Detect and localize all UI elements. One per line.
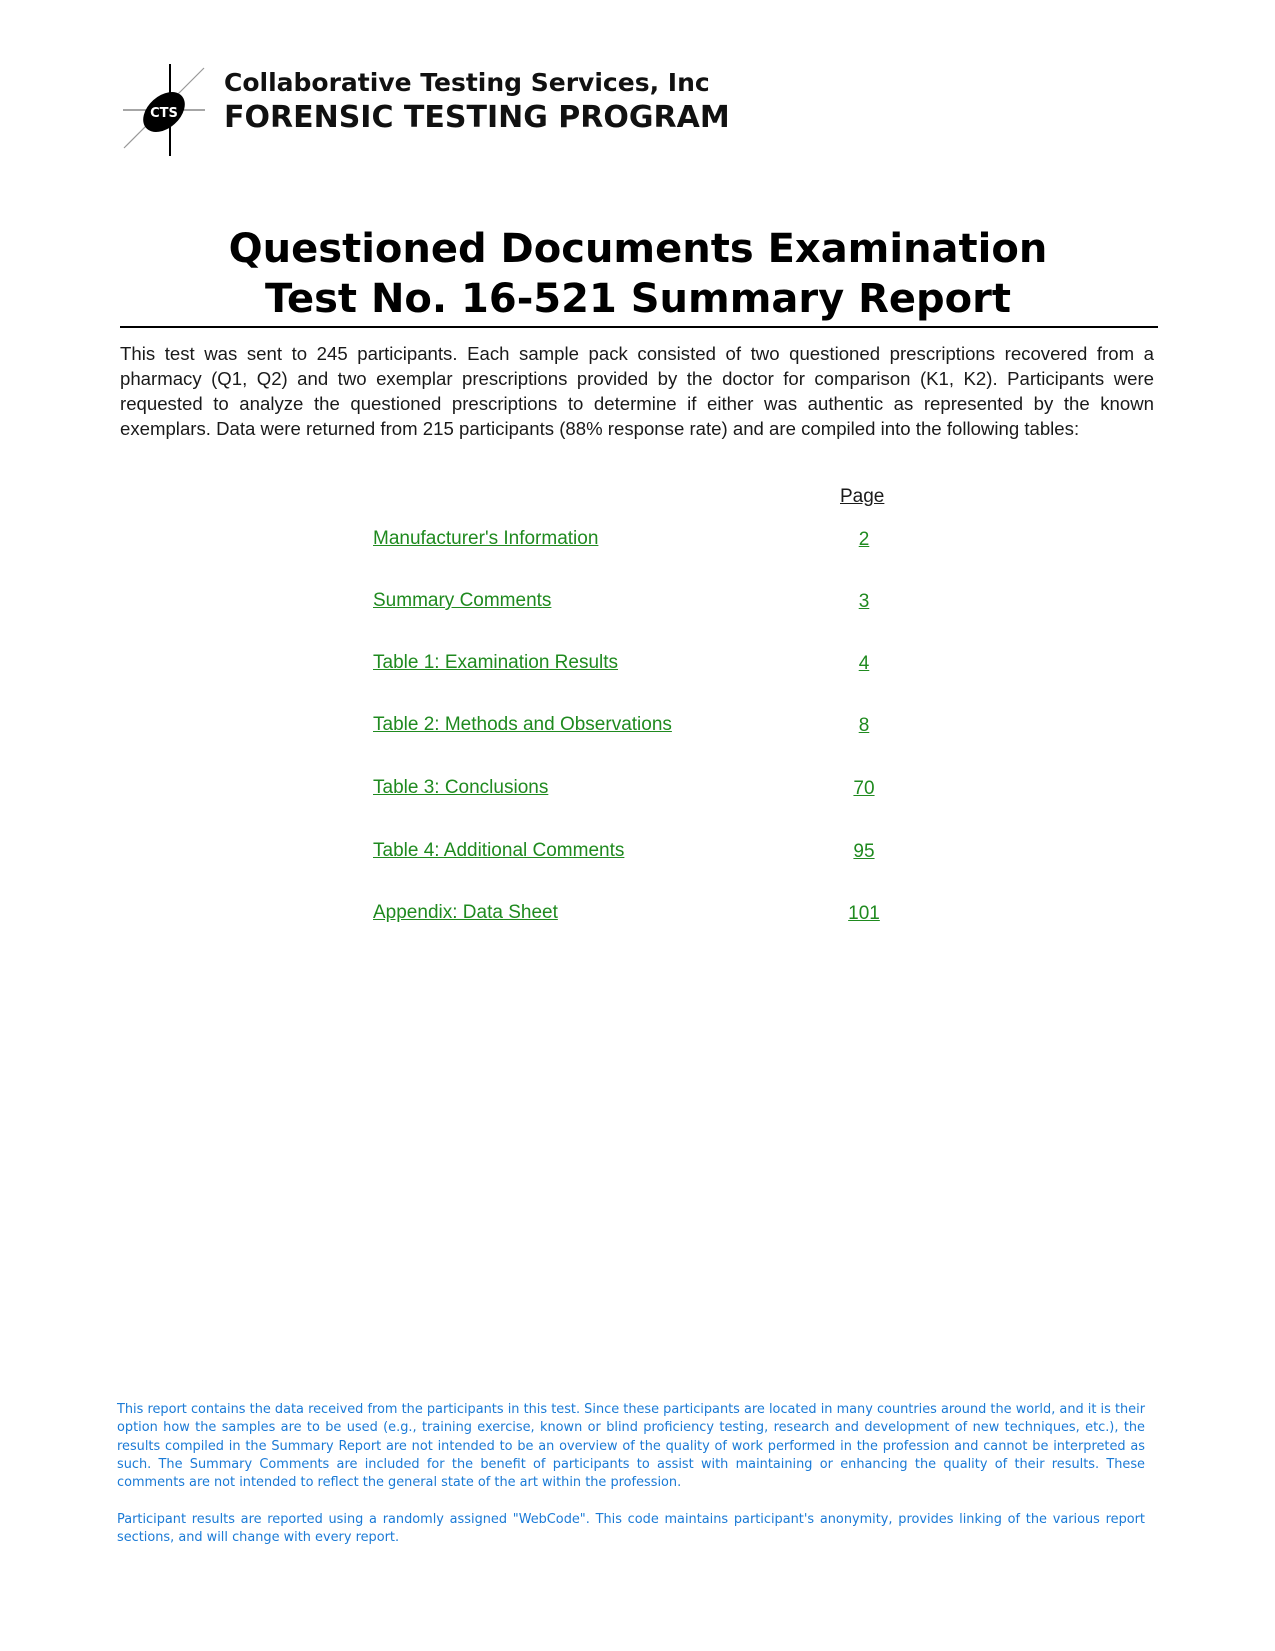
intro-paragraph: This test was sent to 245 participants. Each sample pack consisted of two questioned prescriptions recovered from a pharmacy (Q1, Q2) and two exemplar prescriptions provided by the doctor for comparison (K1, K2). Participants were requested to analyze the questioned prescriptions to determine if either was authentic as represented by the known exemplars. Data were returned from 215 participants (88% response rate) and are compiled into the following tables: [120, 343, 1154, 439]
webcode-note: Participant results are reported using a randomly assigned "WebCode". This code maintains participant's anonymity, provides linking of the various report sections, and will change with every report. [117, 1512, 1145, 1546]
logo-text: CTS [150, 106, 178, 121]
toc-page-table-3[interactable]: 70 [853, 778, 875, 799]
toc-page-manufacturers-information[interactable]: 2 [858, 529, 870, 550]
toc-link-table-2[interactable]: Table 2: Methods and Observations [373, 714, 672, 735]
toc-page-header: Page [840, 486, 885, 507]
disclaimer-paragraph: This report contains the data received from the participants in this test. Since these participants are located in many countries around the world, and it is their option how the samples are to be used (e.g., training exercise, known or blind proficiency testing, research and development of new techniques, etc.), the results compiled in the Summary Report are not intended to be an overview of the quality of work performed in the profession and cannot be interpreted as such. The Summary Comments are included for the benefit of participants to assist with maintaining or enhancing the quality of their results. These comments are not intended to reflect the general state of the art within the profession. [117, 1402, 1145, 1491]
title-divider [120, 326, 1158, 328]
toc-link-table-1[interactable]: Table 1: Examination Results [373, 652, 619, 673]
toc-page-table-4[interactable]: 95 [853, 841, 875, 862]
toc-link-table-3[interactable]: Table 3: Conclusions [373, 777, 549, 798]
toc-link-summary-comments[interactable]: Summary Comments [373, 590, 552, 611]
toc-page-table-1[interactable]: 4 [858, 653, 870, 674]
toc-link-manufacturers-information[interactable]: Manufacturer's Information [373, 528, 599, 549]
cts-logo [118, 62, 210, 158]
report-title-line1: Questioned Documents Examination [228, 226, 1048, 272]
toc-link-table-4[interactable]: Table 4: Additional Comments [373, 840, 625, 861]
toc-page-summary-comments[interactable]: 3 [858, 591, 870, 612]
toc-page-appendix[interactable]: 101 [848, 903, 880, 924]
toc-page-table-2[interactable]: 8 [858, 715, 870, 736]
report-title-line2: Test No. 16-521 Summary Report [265, 276, 1011, 322]
company-name: Collaborative Testing Services, Inc [224, 68, 710, 97]
toc-link-appendix[interactable]: Appendix: Data Sheet [373, 902, 558, 923]
program-name: FORENSIC TESTING PROGRAM [224, 100, 730, 135]
